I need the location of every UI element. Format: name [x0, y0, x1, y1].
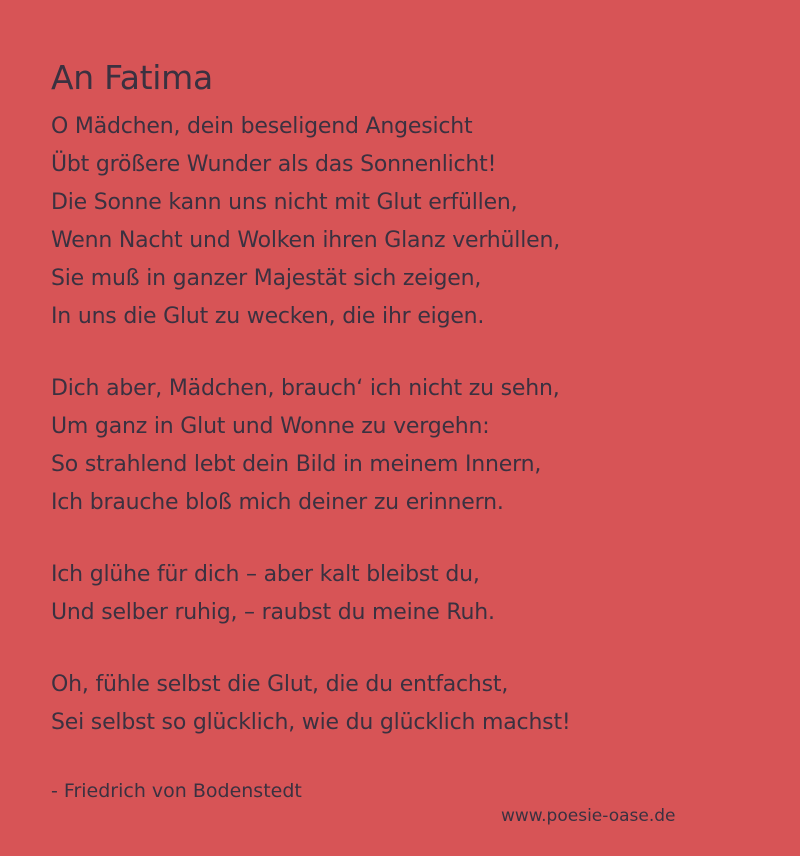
stanza-2 — [51, 370, 771, 522]
stanza-3 — [51, 556, 771, 632]
poem-line: Ich brauche bloß mich deiner zu erinnern. — [51, 490, 504, 515]
poem-author: - Friedrich von Bodenstedt — [51, 780, 302, 802]
stanza-1 — [51, 108, 771, 336]
poem-line: Dich aber, Mädchen, brauch‘ ich nicht zu sehn, — [51, 376, 560, 401]
poem-line: Wenn Nacht und Wolken ihren Glanz verhüllen, — [51, 228, 560, 253]
poem-title: An Fatima — [51, 58, 213, 97]
stanza-4 — [51, 666, 771, 742]
poem-line: Die Sonne kann uns nicht mit Glut erfüllen, — [51, 190, 518, 215]
poem-line: Und selber ruhig, – raubst du meine Ruh. — [51, 600, 495, 625]
poem-line: Ich glühe für dich – aber kalt bleibst du, — [51, 562, 480, 587]
poem-line: Sei selbst so glücklich, wie du glücklich machst! — [51, 710, 571, 735]
poem-line: O Mädchen, dein beseligend Angesicht — [51, 114, 473, 139]
poem-line: Oh, fühle selbst die Glut, die du entfachst, — [51, 672, 509, 697]
poem-line: Sie muß in ganzer Majestät sich zeigen, — [51, 266, 482, 291]
website-link[interactable]: www.poesie-oase.de — [501, 806, 676, 826]
poem-line: So strahlend lebt dein Bild in meinem Innern, — [51, 452, 542, 477]
poem-card — [51, 56, 771, 776]
poem-line: Um ganz in Glut und Wonne zu vergehn: — [51, 414, 490, 439]
poem-line: In uns die Glut zu wecken, die ihr eigen. — [51, 304, 485, 329]
poem-line: Übt größere Wunder als das Sonnenlicht! — [51, 152, 497, 177]
